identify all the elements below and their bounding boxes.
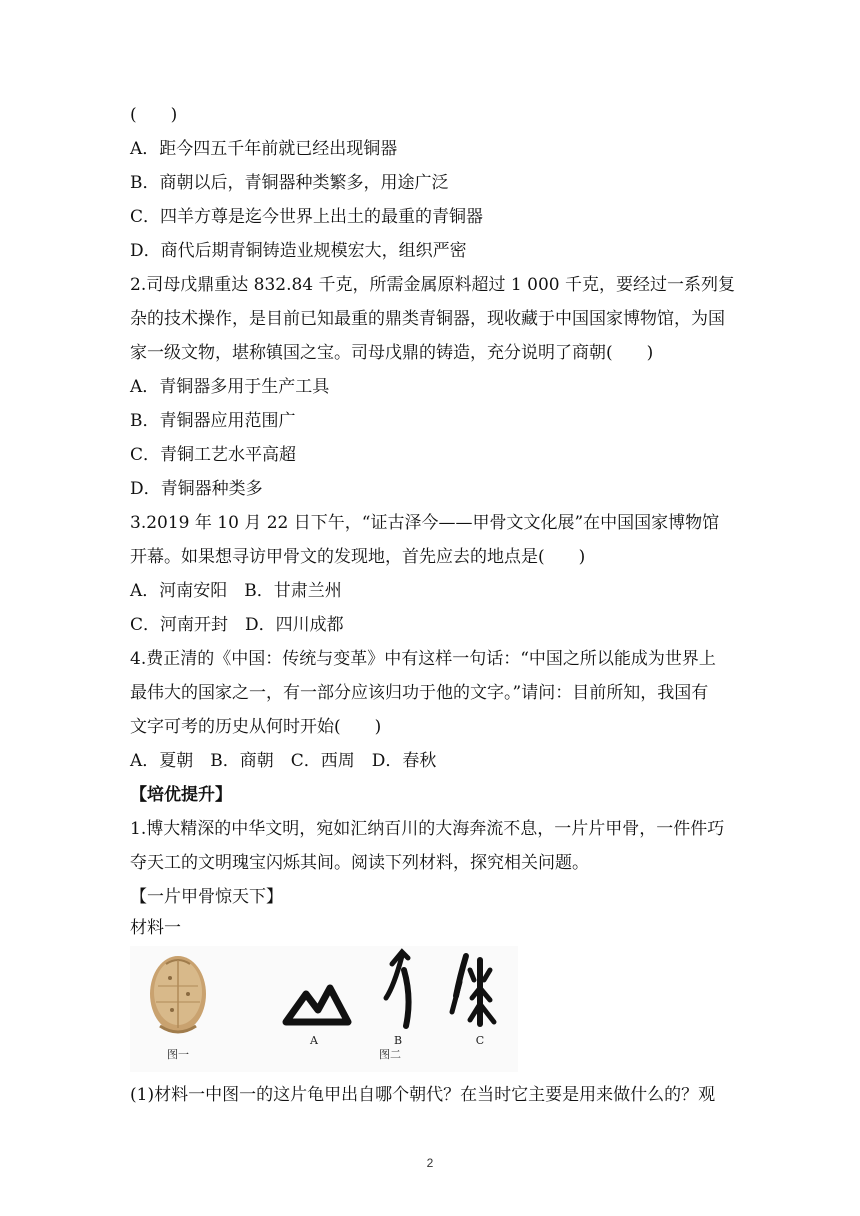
q1-option-c: C．四羊方尊是迄今世界上出土的最重的青铜器 <box>130 207 484 227</box>
q1-option-d: D．商代后期青铜铸造业规模宏大，组织严密 <box>130 241 467 261</box>
q4-options: A．夏朝 B．商朝 C．西周 D．春秋 <box>130 751 437 771</box>
glyph-label-b: B <box>393 1034 403 1047</box>
material-label: 材料一 <box>130 918 181 938</box>
q2-option-a: A．青铜器多用于生产工具 <box>130 377 330 397</box>
page-number: 2 <box>426 1156 434 1170</box>
sub-question-1: (1)材料一中图一的这片龟甲出自哪个朝代？在当时它主要是用来做什么的？观 <box>130 1085 716 1105</box>
section-heading-advanced: 【培优提升】 <box>130 785 232 805</box>
q4-text-line-1: 4.费正清的《中国：传统与变革》中有这样一句话：“中国之所以能成为世界上 <box>130 649 716 669</box>
figure-caption-2: 图二 <box>379 1048 401 1061</box>
q2-text-line-3: 家一级文物，堪称镇国之宝。司母戊鼎的铸造，充分说明了商朝( ) <box>130 343 654 363</box>
q2-option-d: D．青铜器种类多 <box>130 479 263 499</box>
answer-bracket: ( ) <box>130 105 178 125</box>
q2-option-b: B．青铜器应用范围广 <box>130 411 296 431</box>
q3-options-cd: C．河南开封 D．四川成都 <box>130 615 344 635</box>
oracle-glyph-mountain <box>286 988 348 1022</box>
p1-text-line-1: 1.博大精深的中华文明，宛如汇纳百川的大海奔流不息，一片片甲骨，一件件巧 <box>130 819 725 839</box>
q3-options-ab: A．河南安阳 B．甘肃兰州 <box>130 581 342 601</box>
q2-text-line-1: 2.司母戊鼎重达 832.84 千克，所需金属原料超过 1 000 千克，要经过一系列复 <box>130 275 735 295</box>
glyph-label-a: A <box>310 1034 318 1047</box>
q1-option-b: B．商朝以后，青铜器种类繁多，用途广泛 <box>130 173 449 193</box>
p1-text-line-2: 夺天工的文明瑰宝闪烁其间。阅读下列材料，探究相关问题。 <box>130 853 589 873</box>
figure-caption-1: 图一 <box>167 1048 189 1061</box>
turtle-shell-image <box>150 956 206 1032</box>
q2-text-line-2: 杂的技术操作，是目前已知最重的鼎类青铜器，现收藏于中国国家博物馆，为国 <box>130 309 725 329</box>
q3-text-line-2: 开幕。如果想寻访甲骨文的发现地，首先应去的地点是( ) <box>130 547 586 567</box>
material-figure <box>130 946 518 1072</box>
q4-text-line-3: 文字可考的历史从何时开始( ) <box>130 717 382 737</box>
q2-option-c: C．青铜工艺水平高超 <box>130 445 297 465</box>
oracle-glyph-person <box>386 952 409 1026</box>
q4-text-line-2: 最伟大的国家之一，有一部分应该归功于他的文字。”请问：目前所知，我国有 <box>130 683 709 703</box>
q3-text-line-1: 3.2019 年 10 月 22 日下午，“证古泽今——甲骨文文化展”在中国国家博物馆 <box>130 513 720 533</box>
figure-illustration <box>130 946 518 1072</box>
glyph-label-c: C <box>475 1034 485 1047</box>
subsection-heading: 【一片甲骨惊天下】 <box>130 887 283 907</box>
oracle-glyph-rest <box>452 956 494 1024</box>
q1-option-a: A．距今四五千年前就已经出现铜器 <box>130 139 398 159</box>
